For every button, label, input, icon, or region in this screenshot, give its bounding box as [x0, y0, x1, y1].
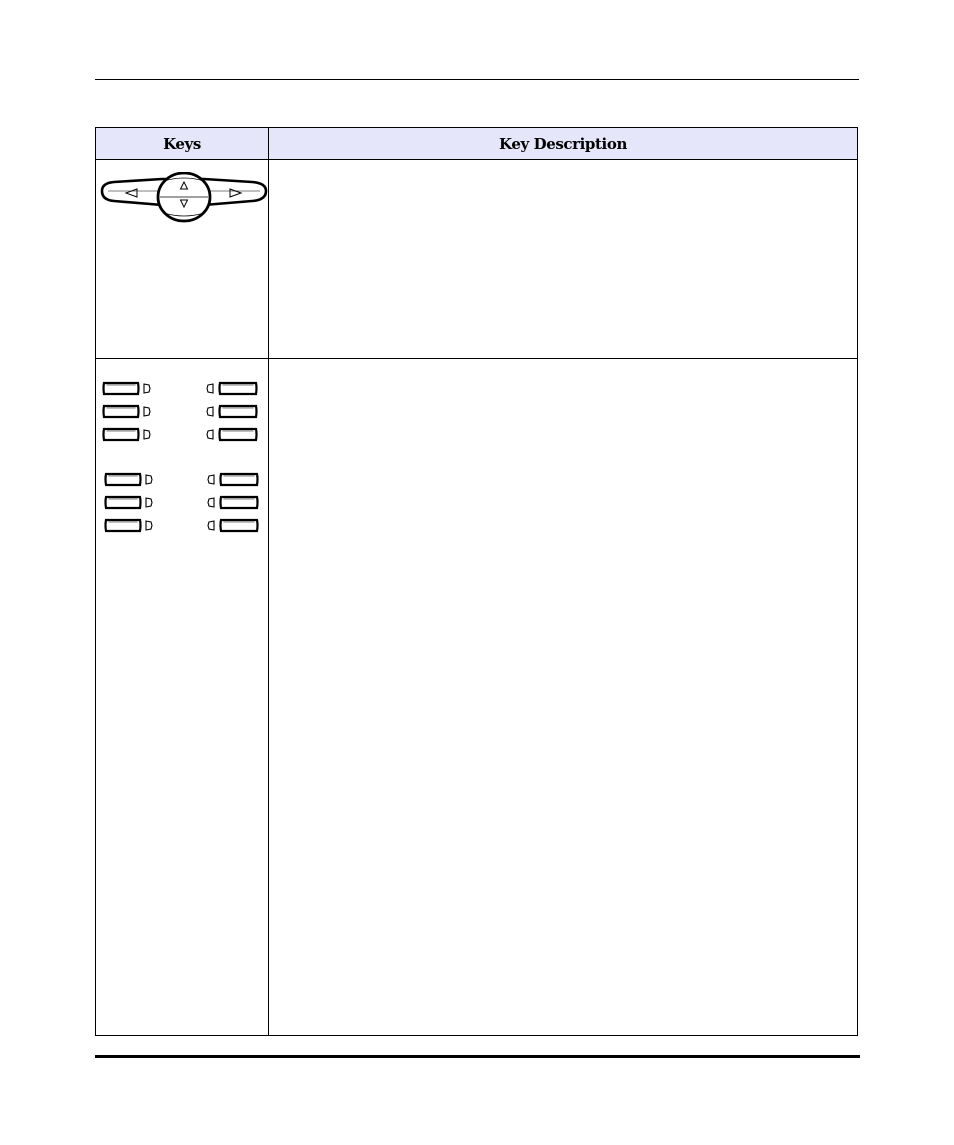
- key-description-table: [95, 127, 858, 1036]
- header-rule: [95, 79, 859, 80]
- keys-cell: [96, 359, 269, 1036]
- programmable-keys-icon: [102, 381, 264, 536]
- description-cell: [269, 359, 858, 1036]
- description-cell: [269, 160, 858, 359]
- key-description-column-header: Key Description: [269, 128, 858, 160]
- table-header-row: [96, 128, 858, 160]
- keys-column-header: Keys: [96, 128, 269, 160]
- table-row: [96, 359, 858, 1036]
- footer-rule: [95, 1055, 860, 1058]
- table-row: [96, 160, 858, 359]
- navigation-key-icon: [100, 172, 268, 224]
- keys-cell: [96, 160, 269, 359]
